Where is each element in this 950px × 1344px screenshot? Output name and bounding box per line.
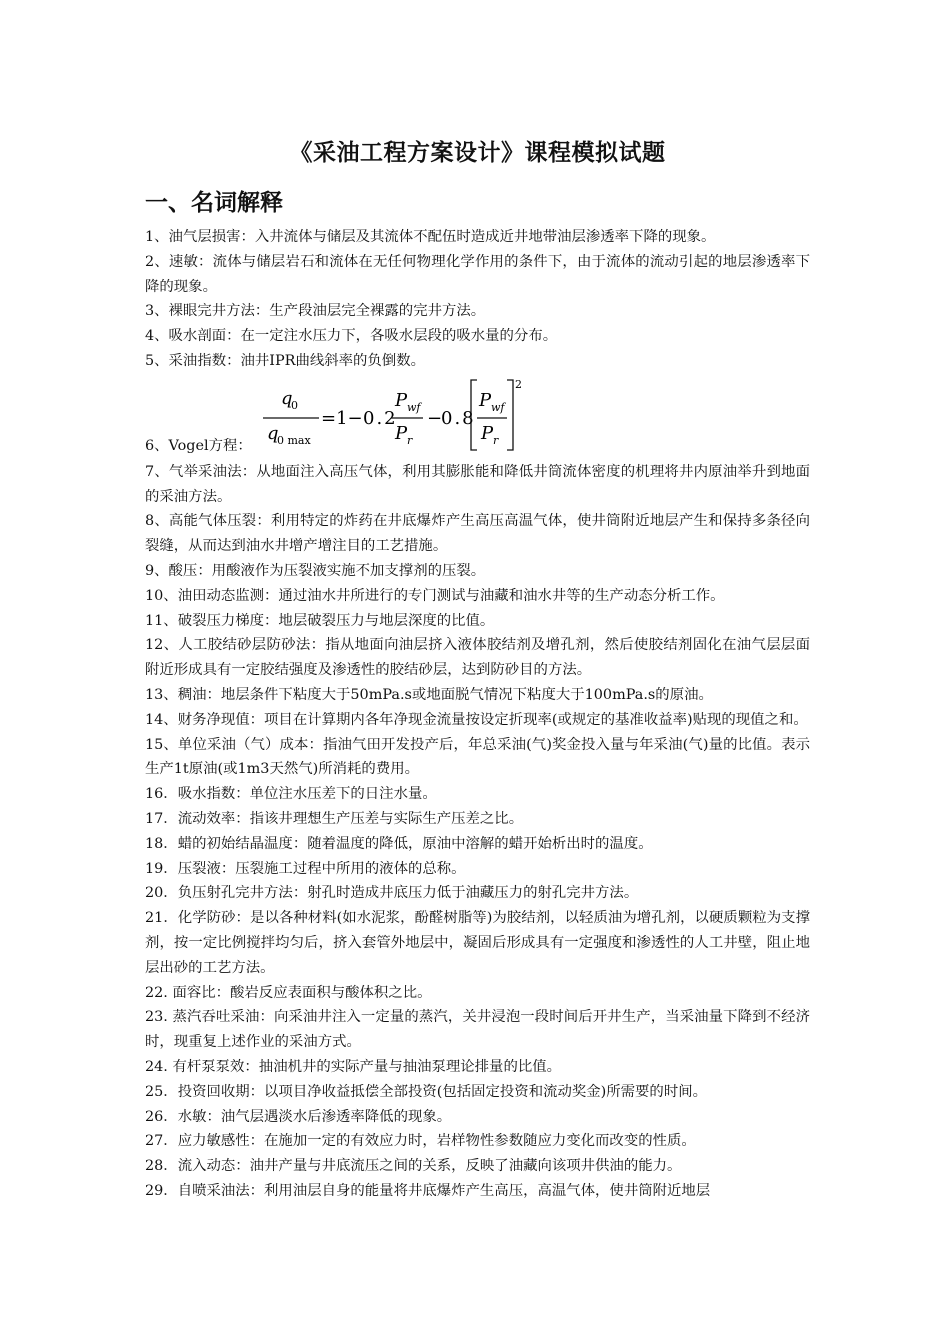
- definition-item: 29．自喷采油法：利用油层自身的能量将井底爆炸产生高压，高温气体，使井筒附近地层: [145, 1182, 711, 1199]
- definition-item: 5、采油指数：油井IPR曲线斜率的负倒数。: [145, 352, 426, 369]
- definition-item: 24. 有杆泵泵效：抽油机井的实际产量与抽油泵理论排量的比值。: [145, 1058, 562, 1075]
- definition-item: 22. 面容比：酸岩反应表面积与酸体积之比。: [145, 984, 432, 1001]
- definition-item: 19．压裂液：压裂施工过程中所用的液体的总称。: [145, 860, 466, 877]
- formula-p-wf-sub: wf: [407, 400, 421, 414]
- definition-item: 9、酸压：用酸液作为压裂液实施不加支撑剂的压裂。: [145, 562, 486, 579]
- definition-item: 13、稠油：地层条件下粘度大于50mPa.s或地面脱气情况下粘度大于100mPa.s的原油。: [145, 686, 713, 703]
- definition-item: 27．应力敏感性：在施加一定的有效应力时，岩样物性参数随应力变化而改变的性质。: [145, 1133, 696, 1150]
- definition-item: 3、裸眼完井方法：生产段油层完全裸露的完井方法。: [145, 303, 486, 320]
- formula-exponent: 2: [515, 377, 522, 391]
- vogel-equation-item: [145, 374, 810, 460]
- definition-item: 20．负压射孔完井方法：射孔时造成井底压力低于油藏压力的射孔完井方法。: [145, 885, 639, 902]
- section-heading: 一、名词解释: [145, 190, 283, 216]
- definition-item: 14、财务净现值：项目在计算期内各年净现金流量按设定折现率(或规定的基准收益率)贴现的现值之和。: [145, 711, 808, 728]
- formula-p-r: P: [481, 422, 494, 444]
- formula-q-numerator: q: [281, 387, 293, 409]
- vogel-equation-label: 6、Vogel方程：: [145, 437, 252, 454]
- definition-item: 12、人工胶结砂层防砂法：指从地面向油层挤入液体胶结剂及增孔剂，然后使胶结剂固化在油气层层面附近形成具有一定胶结强度及渗透性的胶结砂层，达到防砂目的方法。: [145, 637, 810, 679]
- definition-item: 7、气举采油法：从地面注入高压气体，利用其膨胀能和降低井筒流体密度的机理将井内原油举升到地面的采油方法。: [145, 463, 810, 505]
- formula-coef-1: 0.2: [363, 407, 398, 429]
- formula-p-r-sub: r: [407, 433, 413, 447]
- formula-q-numerator-sub: 0: [291, 398, 298, 412]
- document-title: 《采油工程方案设计》课程模拟试题: [289, 140, 666, 166]
- formula-q-denominator-sub: 0 max: [277, 433, 311, 447]
- formula-p-wf: P: [479, 389, 492, 411]
- formula-equals-one: =1−: [321, 407, 363, 429]
- definition-item: 23. 蒸汽吞吐采油：向采油井注入一定量的蒸汽，关井浸泡一段时间后开井生产，当采油量下降到不经济时，现重复上述作业的采油方式。: [145, 1009, 810, 1051]
- definition-item: 15、单位采油（气）成本：指油气田开发投产后，年总采油(气)奖金投入量与年采油(气)量的比值。表示生产1t原油(或1m3天然气)所消耗的费用。: [145, 736, 810, 778]
- formula-p-r-sub: r: [493, 433, 499, 447]
- formula-p-wf-sub: wf: [491, 400, 505, 414]
- definition-item: 10、油田动态监测：通过油水井所进行的专门测试与油藏和油水井等的生产动态分析工作。: [145, 587, 725, 604]
- definition-item: 1、油气层损害：入井流体与储层及其流体不配伍时造成近井地带油层渗透率下降的现象。: [145, 229, 716, 245]
- vogel-equation: [257, 376, 527, 456]
- formula-q-denominator: q: [267, 422, 279, 444]
- formula-right-bracket: [507, 380, 513, 450]
- definition-item: 2、速敏：流体与储层岩石和流体在无任何物理化学作用的条件下，由于流体的流动引起的地层渗透率下降的现象。: [145, 253, 810, 295]
- definition-list: [145, 225, 810, 1204]
- definition-item: 11、破裂压力梯度：地层破裂压力与地层深度的比值。: [145, 612, 495, 629]
- definition-item: 16．吸水指数：单位注水压差下的日注水量。: [145, 786, 437, 803]
- definition-item: 25．投资回收期：以项目净收益抵偿全部投资(包括固定投资和流动奖金)所需要的时间。: [145, 1083, 707, 1100]
- formula-coef-2: 0.8: [441, 407, 476, 429]
- definition-item: 21．化学防砂：是以各种材料(如水泥浆，酚醛树脂等)为胶结剂，以轻质油为增孔剂，以硬质颗粒为支撑剂，按一定比例搅拌均匀后，挤入套管外地层中，凝固后形成具有一定强度和渗透性的人工井壁，阻止地层出砂的工艺方法。: [145, 910, 810, 976]
- definition-item: 4、吸水剖面：在一定注水压力下，各吸水层段的吸水量的分布。: [145, 328, 558, 345]
- formula-p-r: P: [395, 422, 408, 444]
- definition-item: 8、高能气体压裂：利用特定的炸药在井底爆炸产生高压高温气体，使井筒附近地层产生和保持多条径向裂缝，从而达到油水井增产增注目的工艺措施。: [145, 513, 810, 555]
- definition-item: 28．流入动态：油井产量与井底流压之间的关系，反映了油藏向该项井供油的能力。: [145, 1158, 682, 1175]
- formula-minus: −: [427, 407, 443, 429]
- formula-p-wf: P: [395, 389, 408, 411]
- definition-item: 17．流动效率：指该井理想生产压差与实际生产压差之比。: [145, 810, 524, 827]
- definition-item: 18．蜡的初始结晶温度：随着温度的降低，原油中溶解的蜡开始析出时的温度。: [145, 835, 653, 852]
- definition-item: 26．水敏：油气层遇淡水后渗透率降低的现象。: [145, 1108, 452, 1125]
